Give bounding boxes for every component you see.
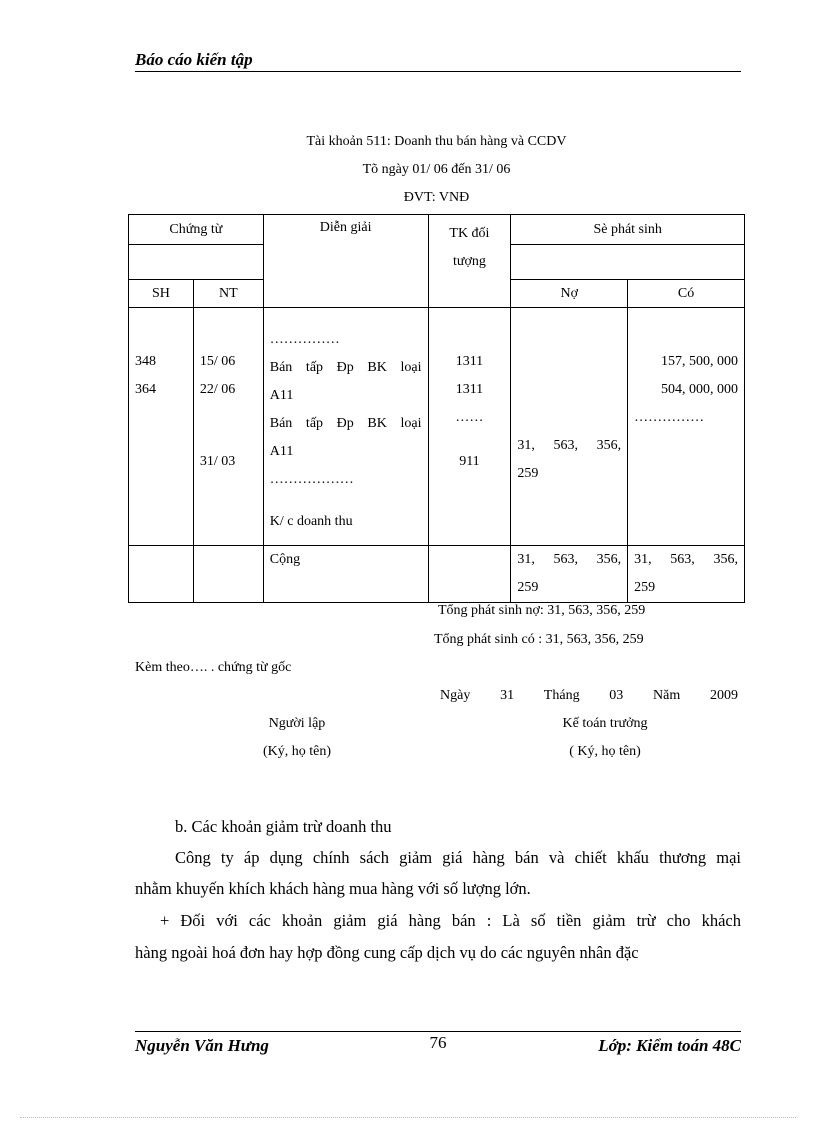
date-month: 03 xyxy=(609,688,624,703)
sh-2: 364 xyxy=(135,382,156,397)
cell-credit xyxy=(628,308,745,546)
col-debit: Nợ xyxy=(511,280,628,308)
ledger-title: Tài khoản 511: Doanh thu bán hàng và CCDV xyxy=(306,134,567,149)
sh-1: 348 xyxy=(135,354,156,369)
para2-line2: hàng ngoài hoá đơn hay hợp đồng cung cấp dịch vụ do các nguyên nhân đặc xyxy=(135,943,639,962)
para1-line2: nhằm khuyến khích khách hàng mua hàng với số lượng lớn. xyxy=(135,879,531,898)
desc-dots-2: ……………… xyxy=(269,472,354,487)
footer-author: Nguyễn Văn Hưng xyxy=(135,1036,269,1055)
nt-1: 15/ 06 xyxy=(199,354,236,369)
page-number: 76 xyxy=(429,1033,447,1052)
tk-4: 911 xyxy=(459,454,480,469)
ledger-period: Tõ ngày 01/ 06 đến 31/ 06 xyxy=(362,162,511,177)
credit-2: 504, 000, 000 xyxy=(661,382,738,397)
desc-line-3: K/ c doanh thu xyxy=(269,514,353,529)
blank-cell xyxy=(428,546,511,603)
desc-line-1: Bán tấp Đp BK loại xyxy=(269,360,422,375)
data-row xyxy=(129,308,745,546)
blank-cell xyxy=(511,245,745,280)
desc-line-1b: A11 xyxy=(269,388,294,403)
credit-3: …………… xyxy=(634,410,705,425)
sign-date xyxy=(440,688,738,704)
total-debit-2: 259 xyxy=(517,580,539,595)
credit-1: 157, 500, 000 xyxy=(661,354,738,369)
total-debit-1: 31, 563, 356, xyxy=(517,552,622,567)
attached-note: Kèm theo…. . chứng từ gốc xyxy=(135,660,292,675)
blank-cell xyxy=(129,546,194,603)
col-account-line1: TK đối xyxy=(449,226,490,241)
col-nt: NT xyxy=(193,280,263,308)
date-year: 2009 xyxy=(709,688,738,703)
col-account xyxy=(428,215,511,308)
signer-left-title: Người lập xyxy=(268,716,326,731)
col-sh: SH xyxy=(129,280,194,308)
date-day: 31 xyxy=(500,688,515,703)
debit-1: 31, 563, 356, xyxy=(517,438,622,453)
date-year-label: Năm xyxy=(653,688,681,703)
nt-3: 31/ 03 xyxy=(199,454,236,469)
total-row xyxy=(129,546,745,603)
date-day-label: Ngày xyxy=(440,688,471,703)
ledger-unit: ĐVT: VNĐ xyxy=(403,190,470,205)
cell-nt xyxy=(193,308,263,546)
cell-account xyxy=(428,308,511,546)
summary-credit: Tổng phát sinh có : 31, 563, 356, 259 xyxy=(434,632,644,647)
para2-line1: + Đối với các khoản giảm giá hàng bán : Là số tiền giảm trừ cho khách xyxy=(160,911,741,930)
tk-2: 1311 xyxy=(455,382,484,397)
desc-line-2: Bán tấp Đp BK loại xyxy=(269,416,422,431)
header-rule xyxy=(135,71,741,72)
ledger-table xyxy=(128,214,745,603)
debit-2: 259 xyxy=(517,466,539,481)
tk-3: …… xyxy=(455,410,484,425)
signer-left-note: (Ký, họ tên) xyxy=(262,744,332,759)
tk-1: 1311 xyxy=(455,354,484,369)
section-heading: b. Các khoản giảm trừ doanh thu xyxy=(175,817,392,836)
col-amount: Sè phát sinh xyxy=(511,215,745,245)
desc-line-2b: A11 xyxy=(269,444,294,459)
total-credit-1: 31, 563, 356, xyxy=(634,552,738,567)
page-bottom-border xyxy=(20,1117,796,1118)
cell-sh xyxy=(129,308,194,546)
total-label: Cộng xyxy=(263,546,428,603)
blank-cell xyxy=(129,245,264,280)
desc-dots: …………… xyxy=(269,332,340,347)
col-voucher: Chứng từ xyxy=(129,215,264,245)
col-account-line2: tượng xyxy=(452,254,486,269)
report-header-title: Báo cáo kiến tập xyxy=(135,50,253,69)
col-description: Diễn giải xyxy=(263,215,428,308)
signer-right-title: Kế toán trưởng xyxy=(562,716,648,731)
header-row-1 xyxy=(129,215,745,245)
nt-2: 22/ 06 xyxy=(199,382,236,397)
para1-line1: Công ty áp dụng chính sách giảm giá hàng bán và chiết khấu thương mại xyxy=(175,848,741,867)
signer-right-note: ( Ký, họ tên) xyxy=(569,744,641,759)
cell-debit xyxy=(511,308,628,546)
footer-class: Lớp: Kiểm toán 48C xyxy=(598,1036,741,1055)
blank-cell xyxy=(193,546,263,603)
col-credit: Có xyxy=(628,280,745,308)
summary-debit: Tổng phát sinh nợ: 31, 563, 356, 259 xyxy=(438,603,646,618)
footer-rule xyxy=(135,1031,741,1032)
cell-description xyxy=(263,308,428,546)
total-credit-2: 259 xyxy=(634,580,656,595)
total-credit xyxy=(628,546,745,603)
total-debit xyxy=(511,546,628,603)
date-month-label: Tháng xyxy=(543,688,580,703)
